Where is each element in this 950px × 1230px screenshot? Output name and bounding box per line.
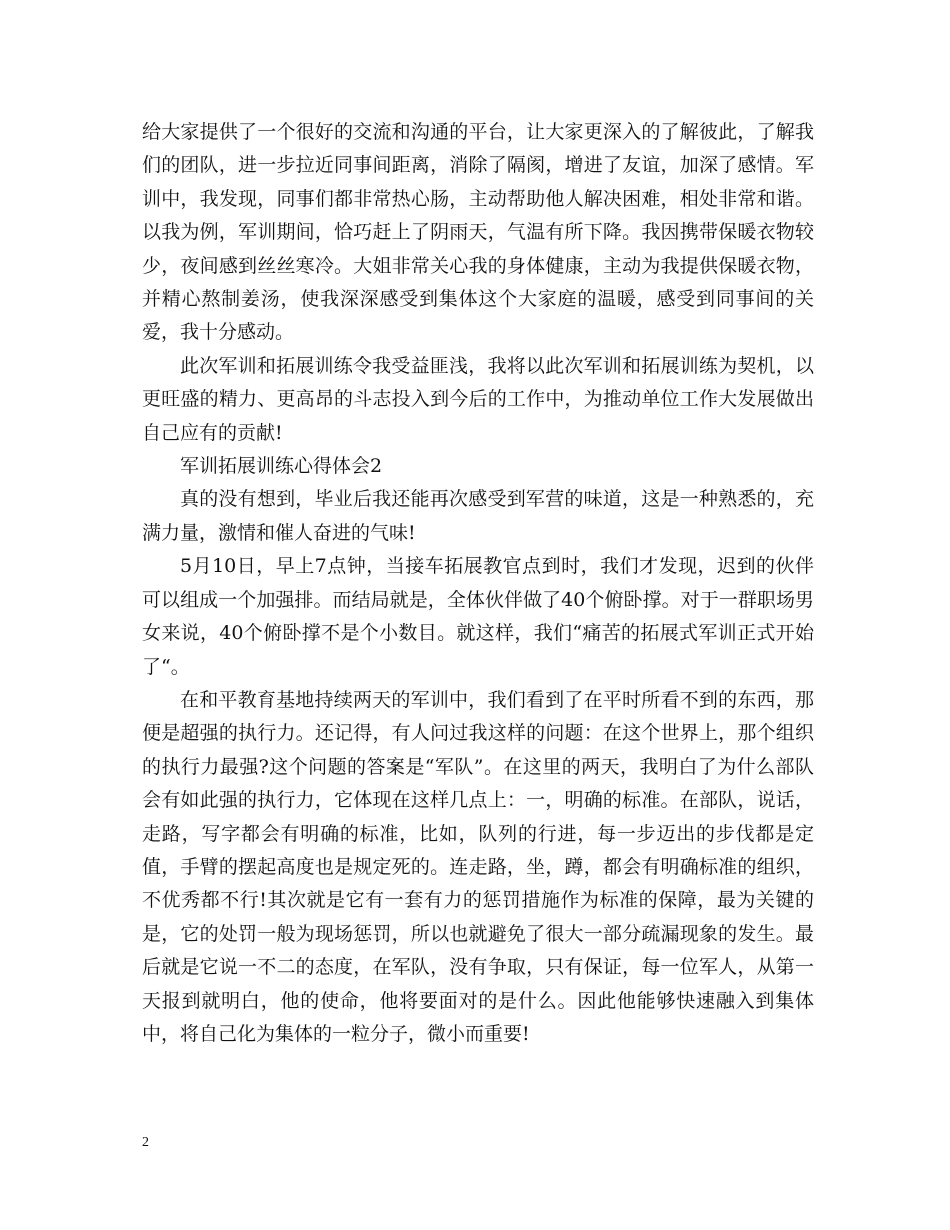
page-body	[142, 116, 814, 1051]
paragraph: 在和平教育基地持续两天的军训中，我们看到了在平时所看不到的东西，那便是超强的执行力。还记得，有人问过我这样的问题：在这个世界上，那个组织的执行力最强?这个问题的答案是“军队”。在这里的两天，我明白了为什么部队会有如此强的执行力，它体现在这样几点上：一，明确的标准。在部队，说话，走路，写字都会有明确的标准，比如，队列的行进，每一步迈出的步伐都是定值，手臂的摆起高度也是规定死的。连走路，坐，蹲，都会有明确标准的组织，不优秀都不行!其次就是它有一套有力的惩罚措施作为标准的保障，最为关键的是，它的处罚一般为现场惩罚，所以也就避免了很大一部分疏漏现象的发生。最后就是它说一不二的态度，在军队，没有争取，只有保证，每一位军人，从第一天报到就明白，他的使命，他将要面对的是什么。因此他能够快速融入到集体中，将自己化为集体的一粒分子，微小而重要!	[142, 688, 814, 1045]
paragraph: 真的没有想到，毕业后我还能再次感受到军营的味道，这是一种熟悉的，充满力量，激情和催人奋进的气味!	[142, 488, 814, 544]
paragraph: 此次军训和拓展训练令我受益匪浅，我将以此次军训和拓展训练为契机，以更旺盛的精力、更高昂的斗志投入到今后的工作中，为推动单位工作大发展做出自己应有的贡献!	[142, 354, 814, 444]
page-number: 2	[142, 1135, 149, 1150]
section-heading: 军训拓展训练心得体会2	[180, 455, 383, 478]
paragraph: 给大家提供了一个很好的交流和沟通的平台，让大家更深入的了解彼此，了解我们的团队，进一步拉近同事间距离，消除了隔阂，增进了友谊，加深了感情。军训中，我发现，同事们都非常热心肠，主动帮助他人解决困难，相处非常和谐。以我为例，军训期间，恰巧赶上了阴雨天，气温有所下降。我因携带保暖衣物较少，夜间感到丝丝寒冷。大姐非常关心我的身体健康，主动为我提供保暖衣物，并精心熬制姜汤，使我深深感受到集体这个大家庭的温暖，感受到同事间的关爱，我十分感动。	[142, 121, 814, 344]
paragraph: 5月10日，早上7点钟，当接车拓展教官点到时，我们才发现，迟到的伙伴可以组成一个加强排。而结局就是，全体伙伴做了40个俯卧撑。对于一群职场男女来说，40个俯卧撑不是个小数目。就这样，我们“痛苦的拓展式军训正式开始了“。	[142, 555, 814, 678]
